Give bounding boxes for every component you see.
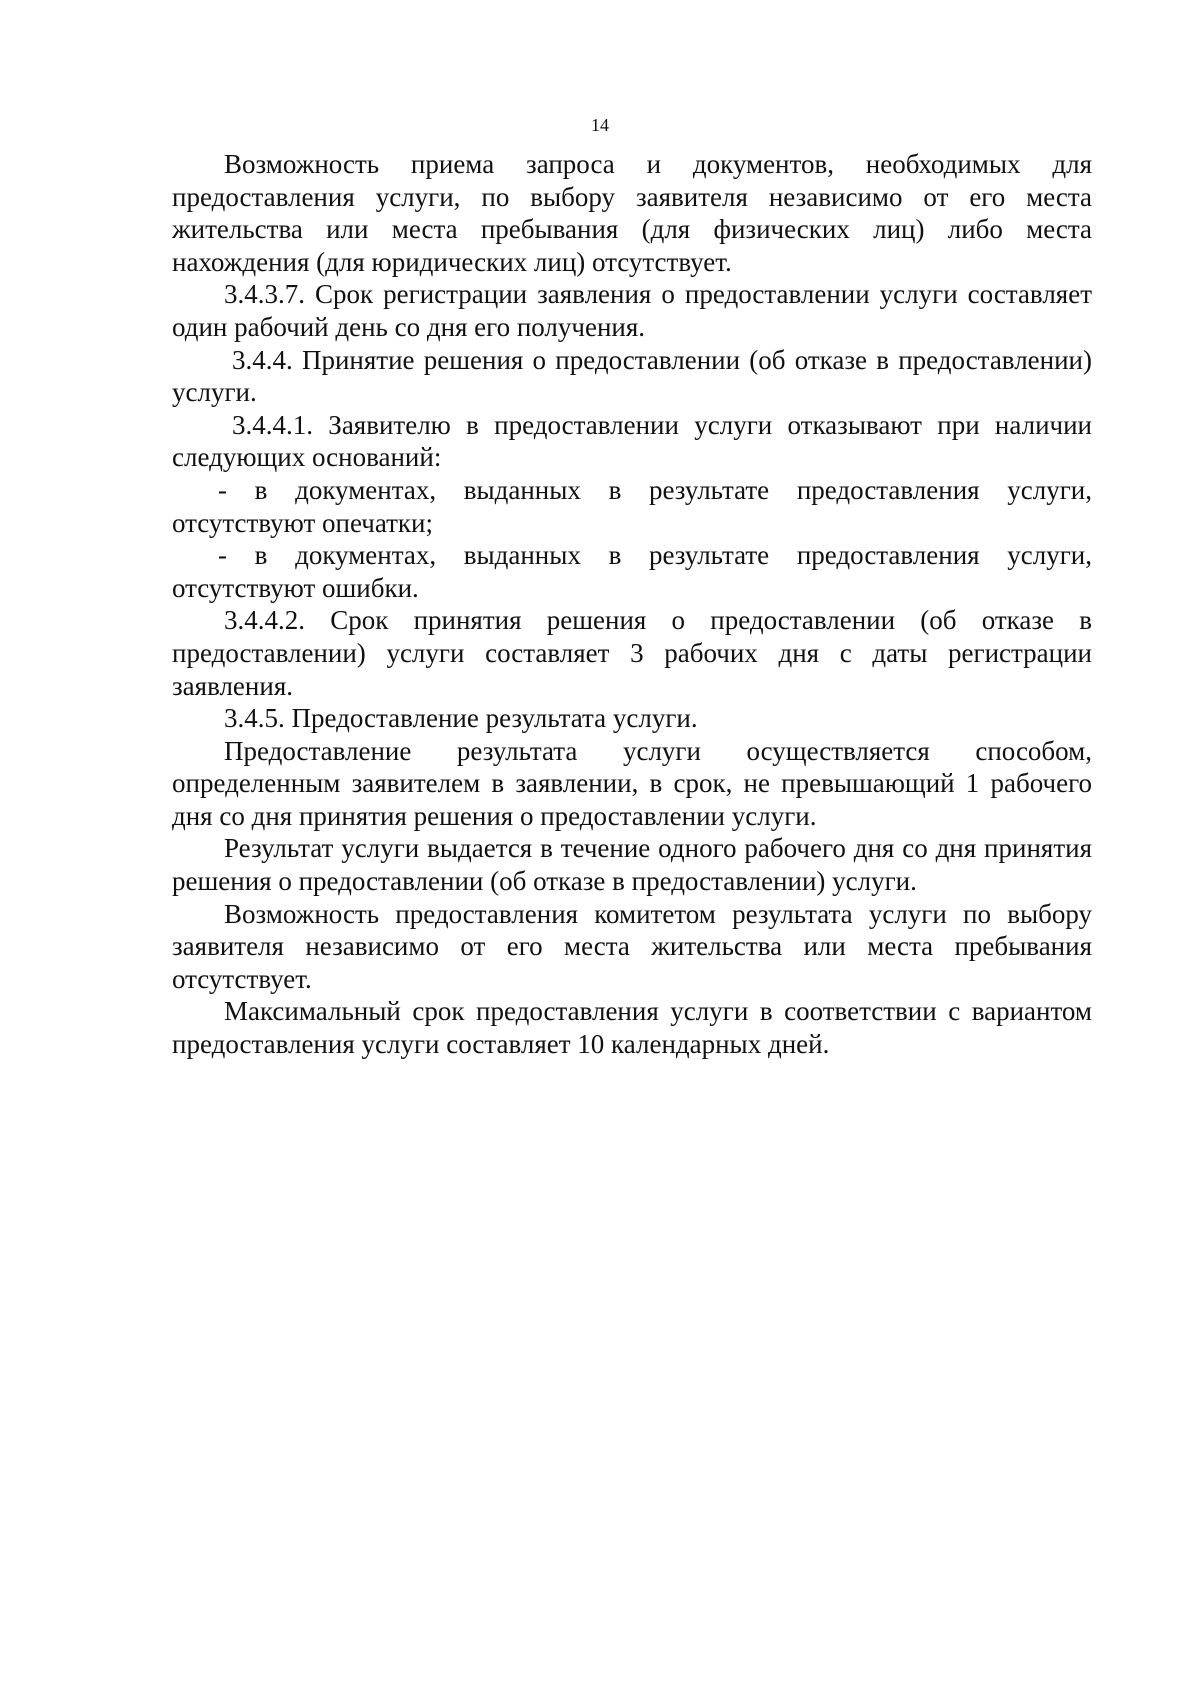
list-item-typos: - в документах, выданных в результате предоставления услуги, отсутствуют опечатки;: [172, 474, 1092, 538]
paragraph-3-4-4-2: 3.4.4.2. Срок принятия решения о предоставлении (об отказе в предоставлении) услуги составляет 3 рабочих дня с даты регистрации заявления.: [172, 605, 1092, 701]
page-number: 14: [591, 115, 609, 135]
paragraph-3-4-5: 3.4.5. Предоставление результата услуги.: [224, 703, 698, 734]
paragraph-result-location: Возможность предоставления комитетом результата услуги по выбору заявителя независимо от его места жительства или места пребывания отсутствует.: [172, 898, 1092, 994]
paragraph-request-location: Возможность приема запроса и документов, необходимых для предоставления услуги, по выбору заявителя независимо от его места жительства или места пребывания (для физических лиц) либо места нахождения (для юридических лиц) отсутствует.: [172, 149, 1092, 277]
paragraph-result-issued: Результат услуги выдается в течение одного рабочего дня со дня принятия решения о предоставлении (об отказе в предоставлении) услуги.: [172, 833, 1092, 897]
list-item-errors: - в документах, выданных в результате предоставления услуги, отсутствуют ошибки.: [172, 540, 1092, 603]
paragraph-result-delivery: Предоставление результата услуги осуществляется способом, определенным заявителем в заявлении, в срок, не превышающий 1 рабочего дня со дня принятия решения о предоставлении услуги.: [172, 735, 1092, 831]
paragraph-3-4-3-7: 3.4.3.7. Срок регистрации заявления о предоставлении услуги составляет один рабочий день со дня его получения.: [172, 279, 1092, 342]
paragraph-3-4-4: 3.4.4. Принятие решения о предоставлении (об отказе в предоставлении) услуги.: [172, 344, 1092, 408]
paragraph-3-4-4-1: 3.4.4.1. Заявителю в предоставлении услуги отказывают при наличии следующих оснований:: [172, 409, 1092, 473]
paragraph-max-term: Максимальный срок предоставления услуги в соответствии с вариантом предоставления услуги составляет 10 календарных дней.: [172, 996, 1092, 1060]
document-body: [172, 148, 1092, 1061]
